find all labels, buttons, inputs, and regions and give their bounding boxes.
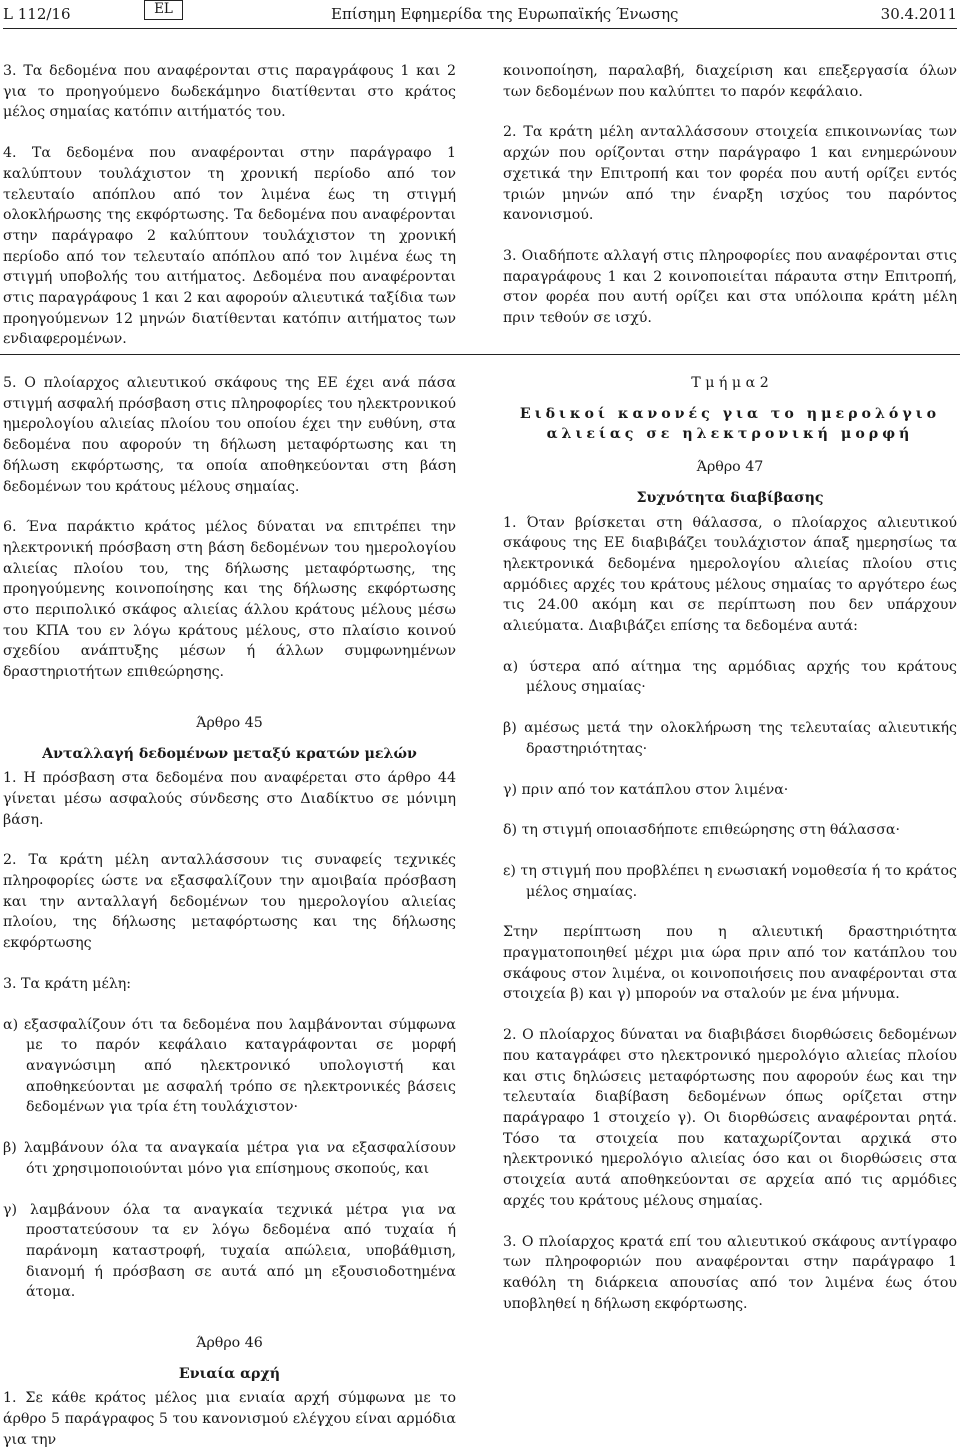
bottom-left-column — [3, 373, 456, 1451]
article-46-title: Ενιαία αρχή — [178, 1365, 281, 1382]
paragraph-3: 3. Οιαδήποτε αλλαγή στις πληροφορίες που αναφέρονται στις παραγράφους 1 και 2 κοινοποιείται πάραυτα στην Επιτροπή, στον φορέα που αυτή ορίζει και στα υπόλοιπα κράτη μέλη πριν τεθούν σε ισχύ. — [503, 247, 957, 327]
article-47-para-3: 3. Ο πλοίαρχος κρατά επί του αλιευτικού σκάφους αντίγραφο των πληροφοριών που αναφέρονται στην παράγραφο 1 καθόλη τη διάρκεια απουσίας από τον λιμένα έως ότου υποβληθεί η δήλωση εκφόρτωσης. — [503, 1233, 957, 1312]
section-divider — [0, 354, 960, 355]
article-46-para-1: 1. Σε κάθε κράτος μέλος μια ενιαία αρχή σύμφωνα με το άρθρο 5 παράγραφος 5 του κανονισμού ελέγχου είναι αρμόδια για την — [3, 1390, 456, 1448]
paragraph-continued: κοινοποίηση, παραλαβή, διαχείριση και επεξεργασία όλων των δεδομένων που καλύπτει το παρόν κεφάλαιο. — [503, 63, 957, 100]
article-45-para-1: 1. Η πρόσβαση στα δεδομένα που αναφέρεται στο άρθρο 44 γίνεται μέσω ασφαλούς σύνδεσης στο Διαδίκτυο σε μόνιμη βάση. — [3, 770, 456, 828]
article-45-point-b: β) λαμβάνουν όλα τα αναγκαία μέτρα για να εξασφαλίσουν ότι χρησιμοποιούνται μόνο για επίσημους σκοπούς, και — [3, 1140, 456, 1177]
publication-date: 30.4.2011 — [880, 5, 957, 23]
article-45-title: Ανταλλαγή δεδομένων μεταξύ κρατών μελών — [42, 745, 417, 762]
article-47-point-b: β) αμέσως μετά την ολοκλήρωση της τελευταίας αλιευτικής δραστηριότητας· — [503, 720, 957, 757]
article-47-para-2: 2. Ο πλοίαρχος δύναται να διαβιβάσει διορθώσεις δεδομένων που καταγράφει στο ηλεκτρονικό ημερολόγιο αλιείας πλοίου και στις δηλώσεις μεταφόρτωσης που αφορούν έως και την τελευταία διαβίβαση δεδομένων όπως ορίζεται στην παράγραφο 1 στοιχείο γ). Οι διορθώσεις αναφέρονται ρητά. Τόσο τα στοιχεία που καταχωρίζονται αρχικά στο ηλεκτρονικό ημερολόγιο αλιείας όσο και οι διορθώσεις στα στοιχεία αυτά αποθηκεύονται σε αρχεία από τις αρμόδιες αρχές του κράτους μέλους σημαίας. — [503, 1027, 957, 1209]
article-45-para-3: 3. Τα κράτη μέλη: — [3, 975, 132, 992]
article-47-para-1: 1. Όταν βρίσκεται στη θάλασσα, ο πλοίαρχος αλιευτικού σκάφους της ΕΕ διαβιβάζει τουλάχιστον άπαξ ημερησίως τα ηλεκτρονικά δεδομένα ημερολογίου αλιείας πλοίου στις αρμόδιες αρχές του κράτους μέλους σημαίας το αργότερο έως τις 24.00 ακόμη και σε περίπτωση που δεν υπάρχουν αλιεύματα. Διαβιβάζει επίσης τα δεδομένα αυτά: — [503, 514, 957, 635]
journal-title: Επίσημη Εφημερίδα της Ευρωπαϊκής Ένωσης — [331, 5, 679, 23]
page-header — [3, 0, 957, 29]
top-left-column — [3, 61, 456, 350]
article-47-subparagraph: Στην περίπτωση που η αλιευτική δραστηριότητα πραγματοποιηθεί μέχρι μια ώρα πριν από τον κατάπλου του σκάφους στον λιμένα, οι κοινοποιήσεις που αναφέρονται στα στοιχεία β) και γ) μπορούν να σταλούν με ένα μήνυμα. — [503, 924, 957, 1003]
article-47-point-e: ε) τη στιγμή που προβλέπει η ενωσιακή νομοθεσία ή το κράτος μέλος σημαίας. — [503, 862, 957, 900]
paragraph-4: 4. Τα δεδομένα που αναφέρονται στην παράγραφο 1 καλύπτουν τουλάχιστον τη χρονική περίοδο από τον τελευταίο απόπλου από τον λιμένα έως τη στιγμή ολοκλήρωσης της εκφόρτωσης. Τα δεδομένα που αναφέρονται στην παράγραφο 2 καλύπτουν τουλάχιστον τη χρονική περίοδο από τον τελευταίο απόπλου από τον λιμένα έως τη στιγμή υποβολής του αιτήματος. Δεδομένα που αναφέρονται στις παραγράφους 1 και 2 και αφορούν αλιευτικά ταξίδια των προηγούμενων 12 μηνών διατίθενται κατόπιν αιτήματος των ενδιαφερομένων. — [3, 145, 456, 348]
language-badge: EL — [144, 0, 183, 20]
article-47-point-a: α) ύστερα από αίτημα της αρμόδιας αρχής του κράτους μέλους σημαίας· — [503, 658, 957, 696]
article-45-point-a: α) εξασφαλίζουν ότι τα δεδομένα που λαμβάνονται σύμφωνα με το παρόν κεφάλαιο καταγράφονται σε μορφή αναγνώσιμη από ηλεκτρονικό υπολογιστή και αποθηκεύονται με ασφαλή τρόπο σε ηλεκτρονικές βάσεις δεδομένων για τρία έτη τουλάχιστον· — [3, 1016, 456, 1116]
article-47-title: Συχνότητα διαβίβασης — [636, 489, 824, 506]
top-right-column — [503, 61, 957, 329]
paragraph-3: 3. Τα δεδομένα που αναφέρονται στις παραγράφους 1 και 2 για το προηγούμενο δωδεκάμηνο διατίθενται στο κράτος μέλος σημαίας κατόπιν αιτήματός του. — [3, 63, 456, 121]
article-47-point-d: δ) τη στιγμή οποιασδήποτε επιθεώρησης στη θάλασσα· — [503, 822, 900, 839]
article-45-para-2: 2. Τα κράτη μέλη ανταλλάσσουν τις συναφείς τεχνικές πληροφορίες ώστε να εξασφαλίζουν την αμοιβαία πρόσβαση και την ανταλλαγή δεδομένων του ημερολογίου αλιείας πλοίου, της δήλωσης μεταφόρτωσης και της δήλωσης εκφόρτωσης — [3, 852, 456, 952]
article-46-heading: Άρθρο 46 — [196, 1335, 263, 1352]
bottom-right-column — [503, 373, 957, 1314]
article-47-point-c: γ) πριν από τον κατάπλου στον λιμένα· — [503, 781, 789, 798]
article-47-heading: Άρθρο 47 — [696, 459, 764, 476]
article-45-heading: Άρθρο 45 — [196, 714, 263, 731]
article-45-point-c: γ) λαμβάνουν όλα τα αναγκαία τεχνικά μέτρα για να προστατεύσουν τα εν λόγω δεδομένα από τυχαία ή παράνομη καταστροφή, τυχαία απώλεια, υποβάθμιση, διανομή ή πρόσβαση σε αυτά από μη εξουσιοδοτημένα άτομα. — [3, 1201, 456, 1301]
paragraph-2: 2. Τα κράτη μέλη ανταλλάσσουν στοιχεία επικοινωνίας των αρχών που ορίζονται στην παράγραφο 1 και ενημερώνουν σχετικά την Επιτροπή και τον φορέα που αυτή ορίζει εντός τριών μηνών από την έναρξη ισχύος του παρόντος κανονισμού. — [503, 124, 957, 224]
section-title: Ειδικοί κανονές για το ημερολόγιο αλιείας σε ηλεκτρονική μορφή — [519, 405, 941, 443]
paragraph-5: 5. Ο πλοίαρχος αλιευτικού σκάφους της ΕΕ έχει ανά πάσα στιγμή ασφαλή πρόσβαση στις πληροφορίες του ηλεκτρονικού ημερολογίου αλιείας πλοίου του οποίου έχει την ευθύνη, στα δεδομένα που αφορούν τη δήλωση μεταφόρτωσης και τη δήλωση εκφόρτωσης, τα οποία αποθηκεύονται στη βάση δεδομένων του κράτους μέλους σημαίας. — [3, 375, 456, 495]
page-number: L 112/16 — [3, 5, 71, 23]
section-heading: Τ μ ή μ α 2 — [691, 375, 769, 391]
paragraph-6: 6. Ένα παράκτιο κράτος μέλος δύναται να επιτρέπει την ηλεκτρονική πρόσβαση στη βάση δεδομένων του ημερολογίου αλιείας πλοίου του, της δήλωσης μεταφόρτωσης, της προηγούμενης κοινοποίησης και της δήλωσης εκφόρτωσης στο περιπολικό σκάφος αλιείας άλλου κράτους μέλους μέσω του ΚΠΑ του εν λόγω κράτους μέλους, στο πλαίσιο κοινού σχεδίου ανάπτυξης μέσων ή άλλων συμφωνημένων δραστηριοτήτων επιθεώρησης. — [3, 519, 456, 681]
